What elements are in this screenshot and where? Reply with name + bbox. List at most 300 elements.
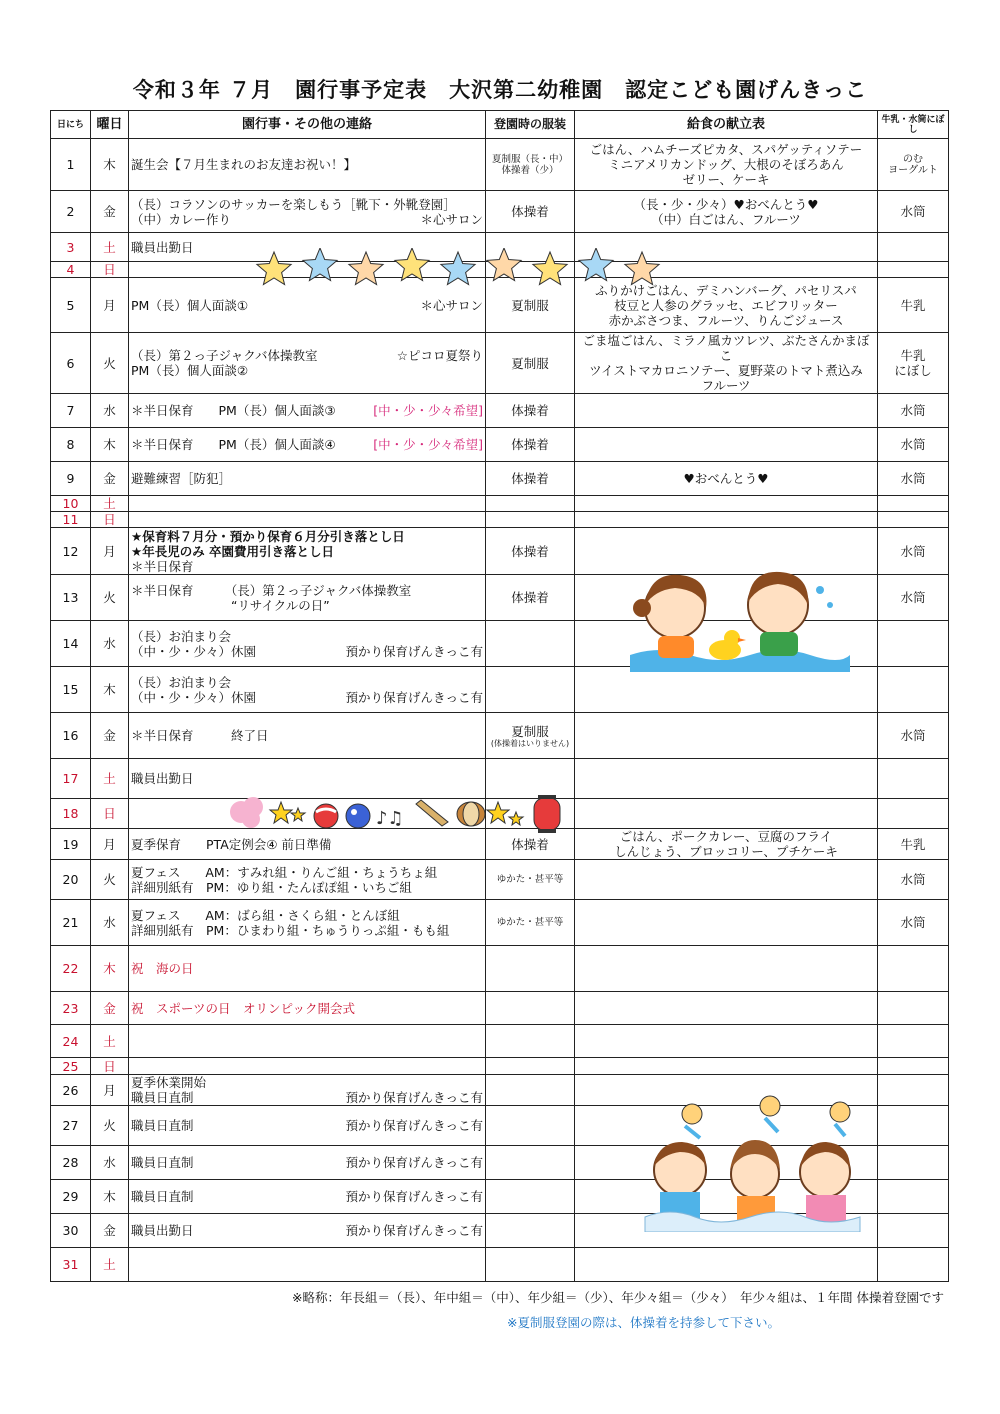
table-row bbox=[51, 512, 949, 528]
weekday-cell bbox=[91, 1146, 129, 1180]
dress-cell bbox=[486, 1180, 575, 1214]
milk-cell bbox=[878, 1146, 949, 1180]
day-cell bbox=[51, 333, 91, 394]
day-number: 18 bbox=[62, 806, 79, 821]
event-text: 職員日直制 bbox=[131, 1118, 194, 1133]
day-number: 6 bbox=[66, 355, 75, 371]
day-cell bbox=[51, 900, 91, 946]
weekday-label: 火 bbox=[103, 355, 116, 371]
day-cell bbox=[51, 575, 91, 621]
event-text: 夏季保育 PTA定例会④ 前日準備 bbox=[131, 836, 332, 852]
table-row bbox=[51, 394, 949, 428]
event-text: （長）お泊まり会 bbox=[131, 628, 232, 644]
dress-cell bbox=[486, 191, 575, 233]
weekday-label: 月 bbox=[103, 297, 116, 313]
event-note: 預かり保育げんきっこ有 bbox=[345, 1223, 483, 1238]
event-text: 職員出勤日 bbox=[131, 239, 194, 255]
milk-cell bbox=[878, 829, 949, 860]
event-line bbox=[131, 471, 483, 486]
event-line bbox=[131, 771, 483, 786]
weekday-cell bbox=[91, 428, 129, 462]
menu-cell bbox=[575, 191, 878, 233]
table-row bbox=[51, 860, 949, 900]
star-garland-icon bbox=[252, 248, 667, 290]
event-text: 職員出勤日 bbox=[131, 771, 194, 786]
event-text: 避難練習［防犯］ bbox=[131, 471, 232, 486]
events-cell bbox=[129, 528, 486, 575]
weekday-label: 金 bbox=[103, 728, 116, 743]
table-row bbox=[51, 462, 949, 496]
day-number: 13 bbox=[62, 590, 79, 605]
day-cell bbox=[51, 1180, 91, 1214]
table-row bbox=[51, 946, 949, 992]
menu-cell bbox=[575, 462, 878, 496]
day-number: 10 bbox=[62, 496, 79, 511]
weekday-label: 木 bbox=[103, 961, 116, 976]
event-text: ＊半日保育 PM（長）個人面談③ bbox=[131, 403, 336, 418]
page-title: 令和３年 ７月 園行事予定表 大沢第二幼稚園 認定こども園げんきっこ bbox=[132, 78, 868, 102]
dress-cell bbox=[486, 992, 575, 1025]
milk-cell bbox=[878, 1075, 949, 1106]
event-line bbox=[131, 437, 483, 452]
kids-washing-illustration bbox=[640, 1092, 865, 1232]
menu-cell bbox=[575, 799, 878, 829]
milk-cell bbox=[878, 1214, 949, 1248]
star-icon bbox=[257, 252, 291, 285]
day-cell bbox=[51, 860, 91, 900]
menu-cell bbox=[575, 512, 878, 528]
event-note: 預かり保育げんきっこ有 bbox=[345, 643, 483, 659]
day-cell bbox=[51, 1106, 91, 1146]
event-note: [中・少・少々希望] bbox=[373, 437, 483, 452]
event-text: （中）カレー作り bbox=[131, 211, 232, 227]
footnote-abbreviations: ※略称：年長組＝（長）、年中組＝（中）、年少組＝（少）、年少々組＝（少々） 年少々組は、１年間 体操着登園です bbox=[292, 1290, 944, 1305]
svg-text:♪♫: ♪♫ bbox=[376, 808, 404, 829]
dress-cell bbox=[486, 1248, 575, 1282]
event-text: ＊半日保育 （長）第２っ子ジャクバ体操教室 bbox=[131, 582, 412, 598]
day-cell bbox=[51, 799, 91, 829]
dress-cell bbox=[486, 139, 575, 191]
weekday-label: 金 bbox=[103, 204, 116, 219]
day-cell bbox=[51, 759, 91, 799]
day-number: 28 bbox=[62, 1155, 79, 1170]
event-line bbox=[131, 559, 483, 574]
dress-text: 夏制服 bbox=[511, 723, 549, 739]
event-note: 預かり保育げんきっこ有 bbox=[345, 1118, 483, 1133]
event-text: 夏フェス AM：ばら組・さくら組・とんぼ組 bbox=[131, 907, 400, 923]
footnote-summer-uniform: ※夏制服登園の際は、体操着を持参して下さい。 bbox=[507, 1315, 780, 1330]
dress-cell bbox=[486, 394, 575, 428]
milk-text: 水筒 bbox=[900, 728, 926, 743]
star-icon bbox=[303, 248, 337, 281]
events-cell bbox=[129, 1025, 486, 1058]
event-line bbox=[131, 298, 483, 313]
menu-cell bbox=[575, 713, 878, 759]
day-number: 9 bbox=[66, 471, 75, 486]
day-number: 26 bbox=[62, 1082, 79, 1098]
milk-cell bbox=[878, 1106, 949, 1146]
milk-cell bbox=[878, 759, 949, 799]
event-line bbox=[131, 865, 483, 880]
milk-cell bbox=[878, 1180, 949, 1214]
event-note: ＊心サロン bbox=[420, 211, 483, 227]
milk-cell bbox=[878, 233, 949, 262]
milk-cell bbox=[878, 860, 949, 900]
menu-cell bbox=[575, 992, 878, 1025]
milk-cell bbox=[878, 278, 949, 333]
event-line bbox=[131, 363, 483, 378]
day-number: 29 bbox=[62, 1189, 79, 1204]
event-text: PM（長）個人面談① bbox=[131, 297, 249, 313]
dress-text: 体操着 bbox=[511, 543, 549, 559]
milk-cell bbox=[878, 333, 949, 394]
weekday-cell bbox=[91, 462, 129, 496]
dress-cell bbox=[486, 1075, 575, 1106]
header-milk-text: 牛乳・水筒にぼし bbox=[881, 114, 945, 135]
event-line bbox=[131, 1155, 483, 1170]
table-row bbox=[51, 667, 949, 713]
milk-cell bbox=[878, 621, 949, 667]
menu-text: ふりかけごはん、デミハンバーグ、パセリスパ 枝豆と人参のグラッセ、エビフリッター 赤かぶさつま、フルーツ、りんごジュース bbox=[595, 282, 857, 328]
dress-cell bbox=[486, 946, 575, 992]
weekday-label: 土 bbox=[103, 496, 116, 511]
dress-cell bbox=[486, 713, 575, 759]
milk-cell bbox=[878, 1248, 949, 1282]
milk-cell bbox=[878, 900, 949, 946]
day-cell bbox=[51, 1025, 91, 1058]
event-text: 職員日直制 bbox=[131, 1090, 194, 1105]
event-text: 祝 海の日 bbox=[131, 961, 194, 976]
star-icon bbox=[579, 248, 613, 281]
event-line bbox=[131, 644, 483, 659]
weekday-label: 火 bbox=[103, 872, 116, 887]
weekday-label: 水 bbox=[103, 915, 116, 930]
events-cell bbox=[129, 946, 486, 992]
events-cell bbox=[129, 394, 486, 428]
dress-text: 夏制服（長・中） 体操着（少） bbox=[491, 153, 568, 176]
weekday-cell bbox=[91, 1058, 129, 1075]
day-cell bbox=[51, 428, 91, 462]
table-row bbox=[51, 1058, 949, 1075]
weekday-cell bbox=[91, 1025, 129, 1058]
day-cell bbox=[51, 278, 91, 333]
day-number: 16 bbox=[62, 728, 79, 743]
event-text: （中・少・少々）休園 bbox=[131, 689, 257, 705]
events-cell bbox=[129, 496, 486, 512]
weekday-cell bbox=[91, 1106, 129, 1146]
event-text: 詳細別紙有 PM：ゆり組・たんぽぽ組・いちご組 bbox=[131, 879, 412, 895]
milk-cell bbox=[878, 799, 949, 829]
menu-cell bbox=[575, 667, 878, 713]
day-number: 14 bbox=[62, 636, 79, 651]
dress-text: ゆかた・甚平等 bbox=[496, 917, 564, 928]
day-cell bbox=[51, 191, 91, 233]
day-number: 24 bbox=[62, 1033, 79, 1049]
day-cell bbox=[51, 713, 91, 759]
table-row bbox=[51, 191, 949, 233]
event-text: 夏フェス AM：すみれ組・りんご組・ちょうちょ組 bbox=[131, 864, 438, 880]
weekday-label: 金 bbox=[103, 1223, 116, 1238]
dress-cell bbox=[486, 575, 575, 621]
weekday-label: 月 bbox=[103, 1082, 116, 1098]
event-text: 詳細別紙有 PM：ひまわり組・ちゅうりっぷ組・もも組 bbox=[131, 922, 450, 938]
weekday-label: 火 bbox=[103, 1118, 116, 1133]
weekday-cell bbox=[91, 1075, 129, 1106]
weekday-label: 金 bbox=[103, 1000, 116, 1016]
menu-cell bbox=[575, 900, 878, 946]
event-line bbox=[131, 675, 483, 690]
events-cell bbox=[129, 333, 486, 394]
table-row bbox=[51, 1248, 949, 1282]
events-cell bbox=[129, 1214, 486, 1248]
event-text: 職員出勤日 bbox=[131, 1223, 194, 1238]
menu-cell bbox=[575, 1025, 878, 1058]
weekday-label: 火 bbox=[103, 590, 116, 605]
events-cell bbox=[129, 462, 486, 496]
day-number: 1 bbox=[66, 157, 75, 172]
event-text: （中・少・少々）休園 bbox=[131, 643, 257, 659]
event-text: PM（長）個人面談② bbox=[131, 363, 249, 378]
weekday-cell bbox=[91, 1214, 129, 1248]
day-cell bbox=[51, 1075, 91, 1106]
menu-text: （長・少・少々）♥おべんとう♥ （中）白ごはん、フルーツ bbox=[633, 196, 819, 227]
dress-cell bbox=[486, 1146, 575, 1180]
menu-cell bbox=[575, 333, 878, 394]
milk-cell bbox=[878, 992, 949, 1025]
day-cell bbox=[51, 829, 91, 860]
dress-cell bbox=[486, 462, 575, 496]
dress-note: (体操着はいりません) bbox=[490, 738, 570, 748]
event-line bbox=[131, 583, 483, 598]
day-cell bbox=[51, 262, 91, 278]
star-icon bbox=[625, 252, 659, 285]
milk-cell bbox=[878, 528, 949, 575]
event-note: 預かり保育げんきっこ有 bbox=[345, 1189, 483, 1204]
events-cell bbox=[129, 1058, 486, 1075]
milk-cell bbox=[878, 496, 949, 512]
milk-cell bbox=[878, 191, 949, 233]
day-number: 30 bbox=[62, 1223, 79, 1238]
dress-text: ゆかた・甚平等 bbox=[496, 874, 564, 885]
day-number: 2 bbox=[66, 204, 75, 219]
event-text: 誕生会【７月生まれのお友達お祝い！】 bbox=[131, 157, 357, 172]
event-line bbox=[131, 837, 483, 852]
day-number: 23 bbox=[62, 1000, 79, 1016]
milk-text: 水筒 bbox=[900, 543, 926, 559]
weekday-label: 木 bbox=[103, 157, 116, 172]
events-cell bbox=[129, 1180, 486, 1214]
header-dress: 登園時の服装 bbox=[486, 111, 575, 139]
milk-cell bbox=[878, 262, 949, 278]
milk-cell bbox=[878, 1025, 949, 1058]
events-cell bbox=[129, 575, 486, 621]
dress-cell bbox=[486, 860, 575, 900]
weekday-label: 木 bbox=[103, 682, 116, 697]
star-icon bbox=[349, 252, 383, 285]
event-line bbox=[131, 1189, 483, 1204]
event-line bbox=[131, 629, 483, 644]
dress-text: 体操着 bbox=[511, 590, 549, 605]
day-cell bbox=[51, 667, 91, 713]
event-note: 預かり保育げんきっこ有 bbox=[345, 1090, 483, 1105]
weekday-label: 日 bbox=[103, 512, 116, 527]
day-cell bbox=[51, 1146, 91, 1180]
weekday-cell bbox=[91, 575, 129, 621]
weekday-label: 日 bbox=[103, 1058, 116, 1074]
menu-text: ごま塩ごはん、ミラノ風カツレツ、ぶたさんかまぼこ ツイストマカロニソテー、夏野菜のトマト煮込み フルーツ bbox=[582, 333, 870, 393]
milk-cell bbox=[878, 713, 949, 759]
table-row bbox=[51, 496, 949, 512]
weekday-label: 日 bbox=[103, 262, 116, 277]
event-line bbox=[131, 157, 483, 172]
header-weekday: 曜日 bbox=[91, 111, 129, 139]
milk-text: 牛乳 にぼし bbox=[894, 348, 932, 378]
dress-cell bbox=[486, 621, 575, 667]
dress-cell bbox=[486, 1214, 575, 1248]
events-cell bbox=[129, 621, 486, 667]
dress-text: 体操着 bbox=[511, 437, 549, 452]
event-text: 職員日直制 bbox=[131, 1155, 194, 1170]
day-number: 3 bbox=[66, 239, 75, 255]
milk-cell bbox=[878, 512, 949, 528]
table-row bbox=[51, 139, 949, 191]
dress-cell bbox=[486, 428, 575, 462]
summer-festival-icons bbox=[226, 792, 571, 834]
day-number: 12 bbox=[62, 543, 79, 559]
day-number: 27 bbox=[62, 1118, 79, 1133]
milk-text: 水筒 bbox=[900, 915, 926, 930]
day-number: 19 bbox=[62, 836, 79, 852]
menu-cell bbox=[575, 394, 878, 428]
weekday-cell bbox=[91, 1248, 129, 1282]
event-text: ＊半日保育 終了日 bbox=[131, 728, 269, 743]
day-cell bbox=[51, 496, 91, 512]
event-text: ＊半日保育 bbox=[131, 558, 194, 574]
weekday-label: 木 bbox=[103, 1189, 116, 1204]
milk-text: 牛乳 bbox=[900, 836, 926, 852]
event-line bbox=[131, 1001, 483, 1016]
event-line bbox=[131, 1223, 483, 1238]
weekday-cell bbox=[91, 992, 129, 1025]
weekday-cell bbox=[91, 278, 129, 333]
table-row bbox=[51, 1025, 949, 1058]
table-row bbox=[51, 992, 949, 1025]
weekday-label: 土 bbox=[103, 239, 116, 255]
day-cell bbox=[51, 946, 91, 992]
weekday-label: 水 bbox=[103, 403, 116, 418]
milk-cell bbox=[878, 1058, 949, 1075]
event-text: ＊半日保育 PM（長）個人面談④ bbox=[131, 437, 336, 452]
events-cell bbox=[129, 1146, 486, 1180]
weekday-cell bbox=[91, 860, 129, 900]
event-line bbox=[131, 598, 483, 613]
menu-cell bbox=[575, 759, 878, 799]
event-text: （長）第２っ子ジャクバ体操教室 bbox=[131, 348, 318, 363]
event-line bbox=[131, 923, 483, 938]
event-line bbox=[131, 348, 483, 363]
milk-cell bbox=[878, 462, 949, 496]
event-text: ★年長児のみ 卒園費用引き落とし日 bbox=[131, 543, 335, 559]
event-line bbox=[131, 212, 483, 227]
milk-text: 水筒 bbox=[900, 590, 926, 605]
weekday-cell bbox=[91, 262, 129, 278]
menu-cell bbox=[575, 1058, 878, 1075]
milk-cell bbox=[878, 139, 949, 191]
events-cell bbox=[129, 139, 486, 191]
weekday-cell bbox=[91, 667, 129, 713]
day-cell bbox=[51, 528, 91, 575]
day-cell bbox=[51, 394, 91, 428]
dress-cell bbox=[486, 528, 575, 575]
event-text: 祝 スポーツの日 オリンピック開会式 bbox=[131, 1000, 356, 1016]
milk-cell bbox=[878, 667, 949, 713]
weekday-label: 木 bbox=[103, 437, 116, 452]
day-number: 17 bbox=[62, 771, 79, 786]
event-note: ☆ピコロ夏祭り bbox=[396, 348, 483, 363]
swimming-kids-illustration bbox=[620, 560, 850, 672]
event-line bbox=[131, 880, 483, 895]
event-note: [中・少・少々希望] bbox=[373, 403, 483, 418]
event-text: 夏季休業開始 bbox=[131, 1075, 207, 1090]
dress-text: 体操着 bbox=[511, 471, 549, 486]
event-text: ★保育料７月分・預かり保育６月分引き落とし日 bbox=[131, 528, 405, 544]
menu-cell bbox=[575, 860, 878, 900]
event-note: 預かり保育げんきっこ有 bbox=[345, 1155, 483, 1170]
event-line bbox=[131, 728, 483, 743]
dress-cell bbox=[486, 1106, 575, 1146]
dress-cell bbox=[486, 667, 575, 713]
day-number: 5 bbox=[66, 297, 75, 313]
day-number: 22 bbox=[62, 961, 79, 976]
events-cell bbox=[129, 1075, 486, 1106]
events-cell bbox=[129, 713, 486, 759]
weekday-label: 水 bbox=[103, 1155, 116, 1170]
day-cell bbox=[51, 1248, 91, 1282]
event-line bbox=[131, 403, 483, 418]
weekday-label: 水 bbox=[103, 636, 116, 651]
event-text: （長）コラソンのサッカーを楽しもう［靴下・外靴登園］ bbox=[131, 196, 456, 212]
star-icon bbox=[487, 248, 521, 281]
weekday-label: 月 bbox=[103, 836, 116, 852]
day-number: 31 bbox=[62, 1257, 79, 1272]
events-cell bbox=[129, 900, 486, 946]
menu-text: ごはん、ハムチーズピカタ、スパゲッティソテー ミニアメリカンドッグ、大根のそぼろあん ゼリー、ケーキ bbox=[589, 142, 863, 187]
milk-cell bbox=[878, 394, 949, 428]
header-events: 園行事・その他の連絡 bbox=[129, 111, 486, 139]
table-row bbox=[51, 428, 949, 462]
day-number: 21 bbox=[62, 915, 79, 930]
milk-text: のむ ヨーグルト bbox=[888, 153, 938, 176]
weekday-cell bbox=[91, 946, 129, 992]
dress-text: 体操着 bbox=[511, 204, 549, 219]
event-line bbox=[131, 1118, 483, 1133]
event-line bbox=[131, 529, 483, 544]
day-cell bbox=[51, 1058, 91, 1075]
header-menu: 給食の献立表 bbox=[575, 111, 878, 139]
day-number: 7 bbox=[66, 403, 75, 418]
day-number: 25 bbox=[62, 1058, 79, 1074]
events-cell bbox=[129, 428, 486, 462]
day-number: 4 bbox=[66, 262, 75, 277]
milk-text: 牛乳 bbox=[900, 297, 926, 313]
milk-text: 水筒 bbox=[900, 403, 926, 418]
milk-text: 水筒 bbox=[900, 437, 926, 452]
day-cell bbox=[51, 621, 91, 667]
milk-text: 水筒 bbox=[900, 471, 926, 486]
dress-text: 体操着 bbox=[511, 836, 549, 852]
dress-cell bbox=[486, 333, 575, 394]
events-cell bbox=[129, 860, 486, 900]
